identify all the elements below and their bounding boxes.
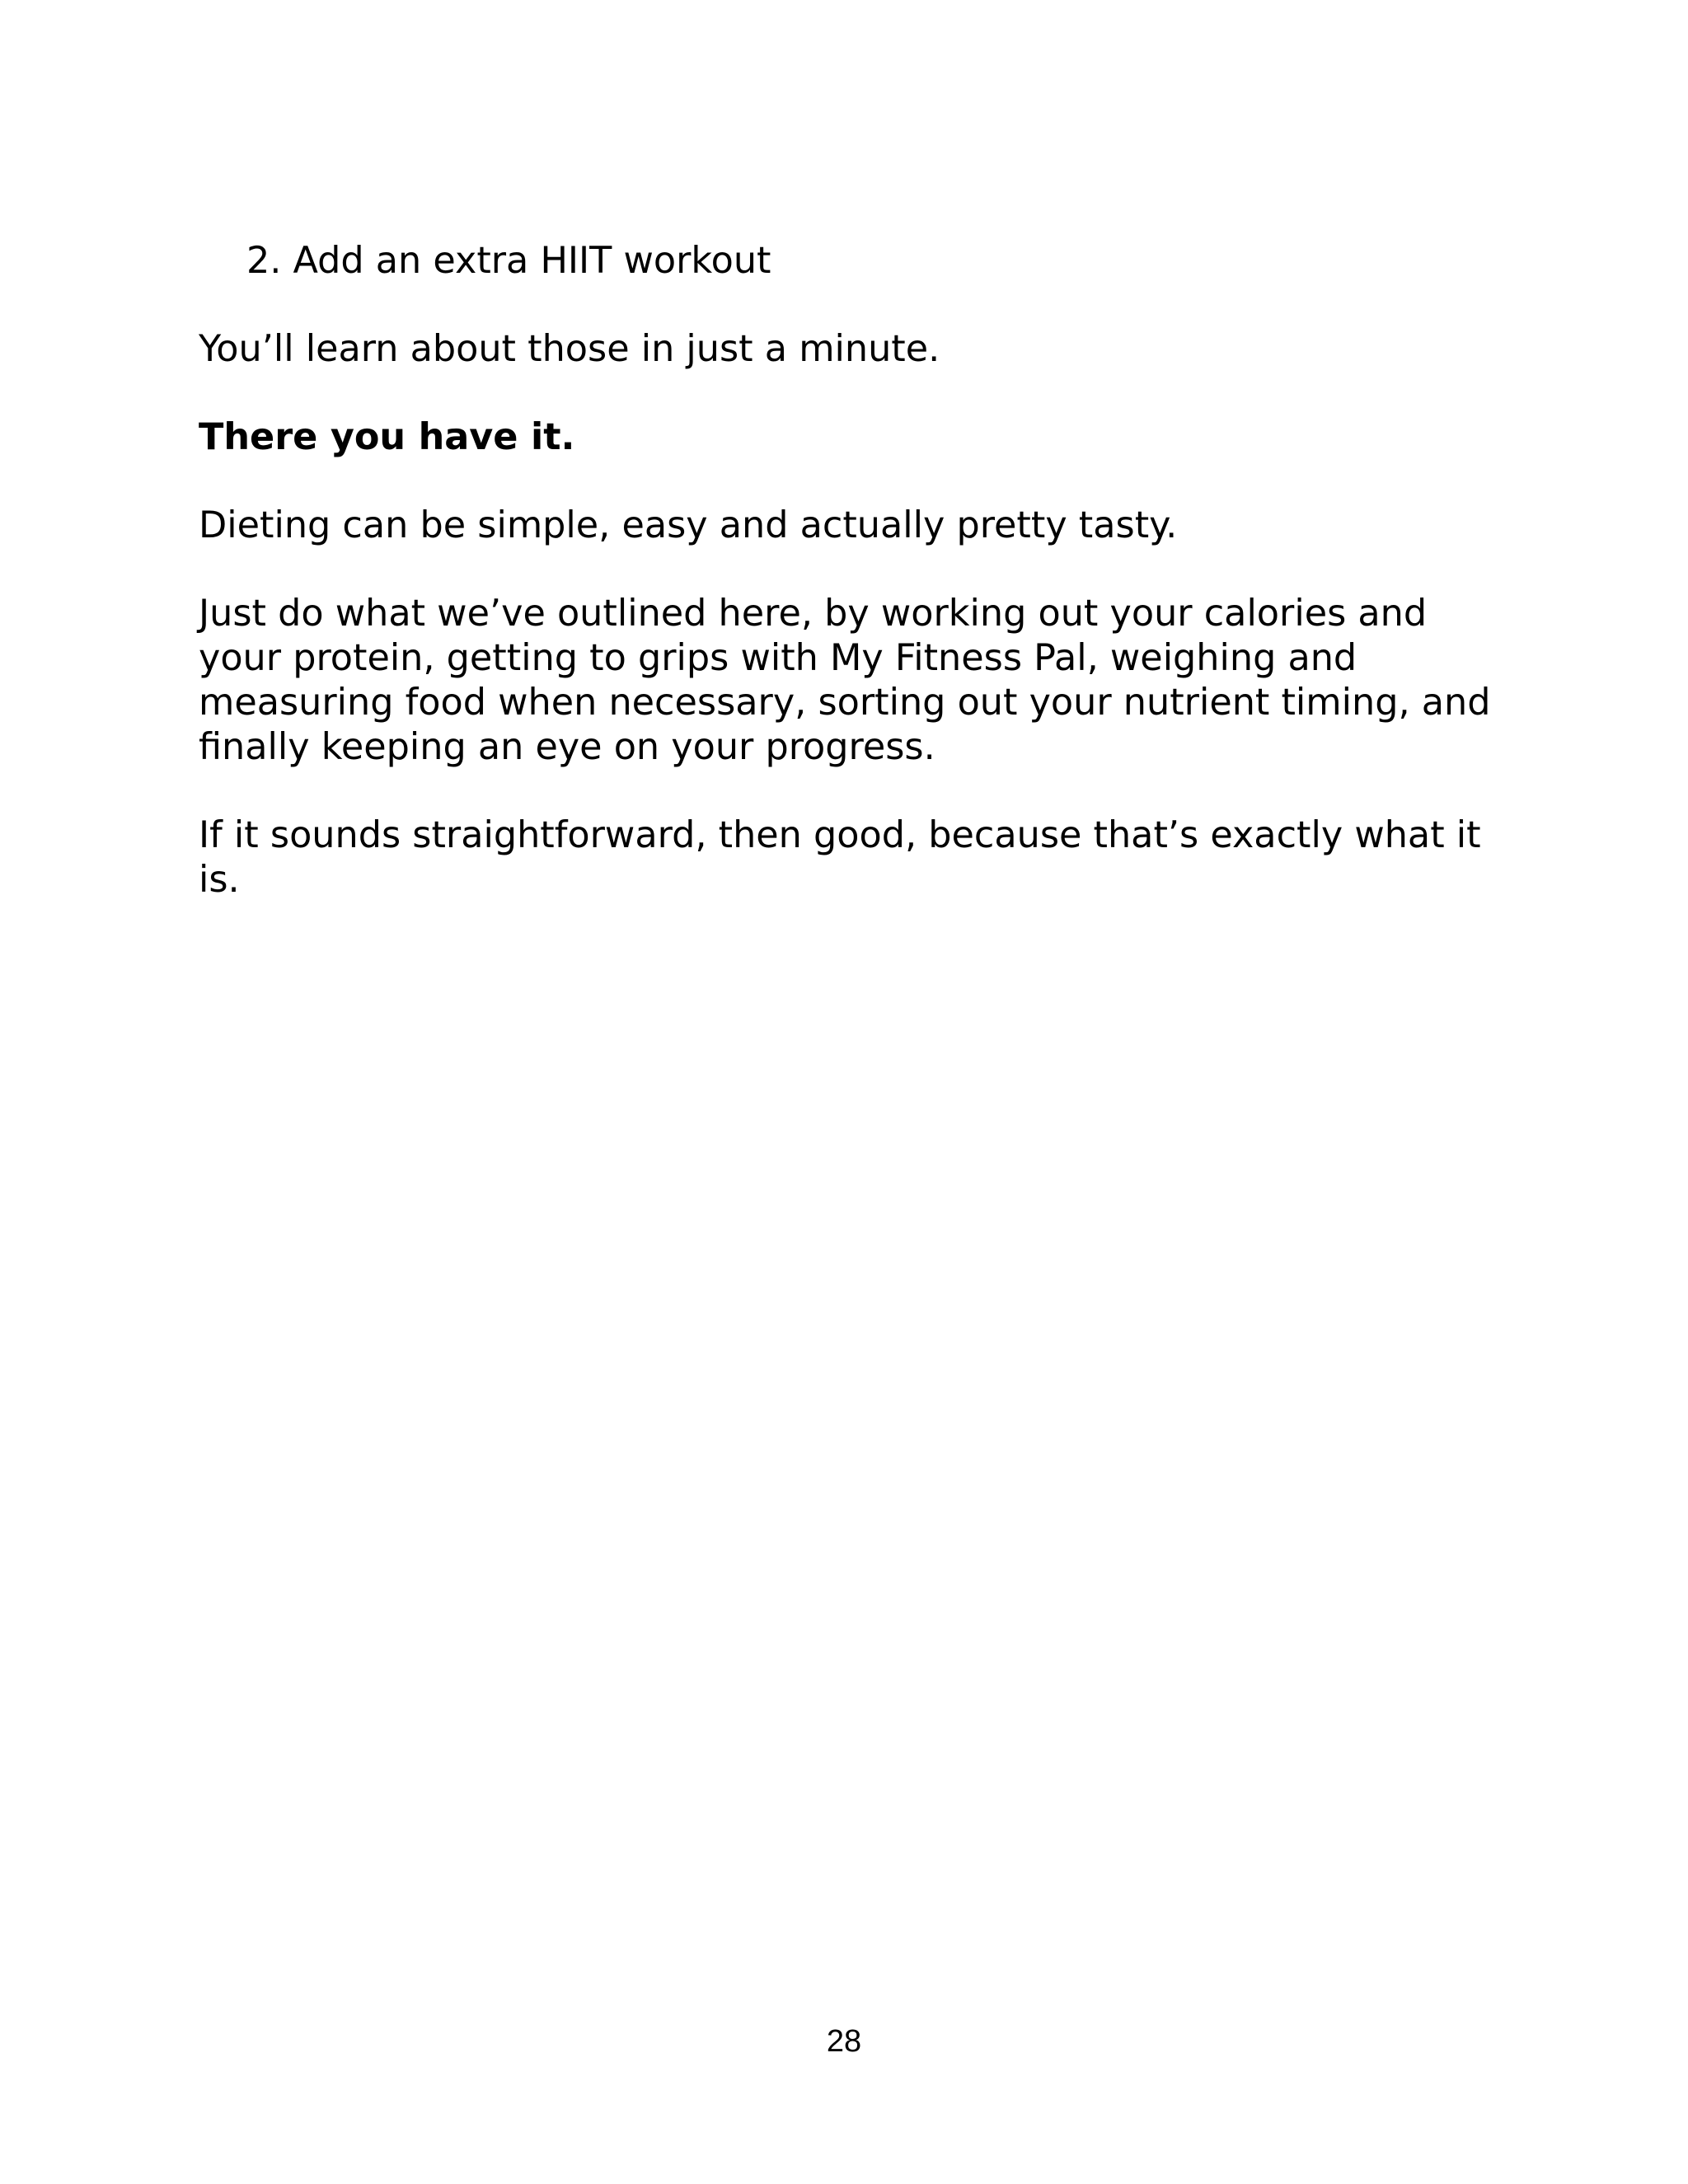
list-item-text: Add an extra HIIT workout [293, 240, 771, 282]
paragraph-heading: There you have it. [199, 416, 575, 458]
list-marker: 2. [246, 240, 282, 282]
paragraph-intro: You’ll learn about those in just a minute. [199, 328, 940, 370]
page-content [199, 239, 1501, 946]
paragraph-summary: Just do what we’ve outlined here, by working out your calories and your protein, getting to grips with My Fitness Pal, weighing and measuring food when necessary, sorting out your nutrient timing, and finally keeping an eye on your progress. [199, 593, 1491, 768]
paragraph-dieting: Dieting can be simple, easy and actually pretty tasty. [199, 504, 1178, 546]
paragraph-conclusion: If it sounds straightforward, then good, because that’s exactly what it is. [199, 814, 1481, 901]
list-item [246, 239, 1501, 284]
page-number: 28 [826, 2024, 862, 2059]
